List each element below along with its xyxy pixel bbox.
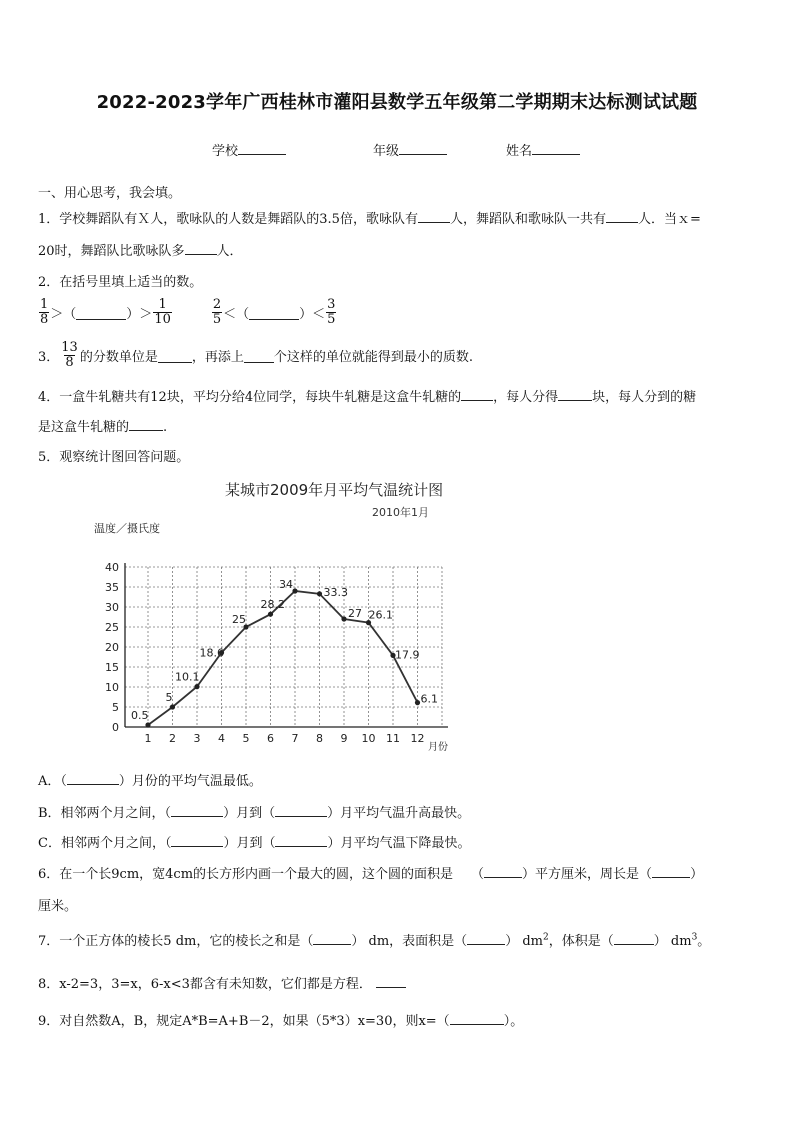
answer-blank[interactable] [467,931,505,945]
x-tick-label: 5 [242,732,250,745]
question-1-line-2: 20时，舞蹈队比歌咏队多 人． [38,240,243,259]
data-point [415,700,420,705]
answer-blank[interactable] [376,974,406,988]
fraction: $\frac{2}{5}$ [212,297,222,327]
chart-title: 某城市2009年月平均气温统计图 [225,481,444,499]
data-label: 28.2 [260,598,285,612]
question-4-line-1: 4．一盒牛轧糖共有12块，平均分给4位同学，每块牛轧糖是这盒牛轧糖的 ，每人分得 块，每人分到的糖 [38,386,696,405]
x-tick-label: 12 [410,732,425,745]
x-tick-label: 8 [316,732,323,745]
y-tick-label: 15 [105,661,119,674]
data-label: 26.1 [368,608,393,622]
x-tick-label: 7 [291,732,299,745]
x-tick-label: 3 [193,732,201,745]
grade-label: 年级 [373,144,400,159]
temperature-line-chart [80,470,470,760]
fraction: $\frac{1}{8}$ [40,297,49,327]
answer-blank[interactable] [450,1011,504,1025]
x-tick-label: 6 [267,732,274,745]
x-axis-label: 月份 [428,742,448,753]
x-tick-label: 1 [144,732,152,745]
answer-blank[interactable] [185,241,217,255]
question-8: 8．x-2=3，3=x，6-x<3都含有未知数，它们都是方程． [38,973,406,992]
data-label: 6.1 [420,692,438,706]
question-2-fractions: $\frac{1}{8}$ ＞（ ）＞ $\frac{1}{10}$ $\frac{2}{5}$ ＜（ ）＜ $\frac{3}{5}$ [40,297,336,327]
data-point [145,722,150,727]
question-1-line-1: 1．学校舞蹈队有Ｘ人，歌咏队的人数是舞蹈队的3.5倍，歌咏队有 人，舞蹈队和歌咏队一共有 人．当ｘ= [38,208,701,227]
answer-blank[interactable] [652,864,690,878]
y-tick-label: 30 [105,601,119,614]
answer-blank[interactable] [275,803,327,817]
fraction: $\frac{3}{5}$ [327,297,336,327]
page-title: 2022-2023学年广西桂林市灌阳县数学五年级第二学期期末达标测试试题 [96,92,698,113]
data-point [317,591,322,596]
section-heading: 一、用心思考，我会填。 [38,186,182,201]
data-label: 0.5 [131,709,149,722]
y-tick-label: 40 [105,561,119,574]
y-tick-label: 10 [105,681,119,694]
chart-grid [125,567,442,727]
school-field [212,140,286,159]
x-tick-label: 11 [386,732,400,745]
y-tick-labels [105,561,119,734]
y-tick-label: 5 [112,701,119,714]
x-tick-label: 4 [218,732,225,745]
x-tick-label: 2 [169,732,176,745]
grade-field [373,140,447,159]
answer-blank[interactable] [171,803,223,817]
data-point [194,684,199,689]
grade-blank[interactable] [399,141,447,155]
question-3: 3． $\frac{13}{8}$ 的分数单位是 ，再添上 个这样的单位就能得到最小的质数. [38,340,473,370]
answer-blank[interactable] [275,833,327,847]
y-tick-label: 25 [105,621,119,634]
data-label: 10.1 [175,670,200,684]
name-label: 姓名 [506,144,533,159]
answer-blank[interactable] [606,209,638,223]
fraction: $\frac{13}{8}$ [61,340,78,370]
data-point [292,588,297,593]
y-tick-label: 0 [112,721,119,734]
name-blank[interactable] [532,141,580,155]
data-label: 5 [165,691,173,704]
answer-blank[interactable] [313,931,351,945]
question-9: 9．对自然数A，B，规定A*B=A+B－2，如果（5*3）x=30，则x=（ ）。 [38,1010,523,1029]
x-tick-labels [145,732,425,745]
data-label: 17.9 [395,648,420,662]
data-point [170,704,175,709]
data-labels [131,578,438,722]
fraction: $\frac{1}{10}$ [154,297,171,327]
x-tick-label: 9 [340,732,348,745]
question-2: 2．在括号里填上适当的数。 [38,275,203,290]
answer-blank[interactable] [558,387,592,401]
data-label: 18.6 [199,646,224,660]
data-label: 27 [348,607,362,620]
answer-blank[interactable] [614,931,654,945]
data-label: 33.3 [323,585,348,599]
data-point [341,616,346,621]
question-5-b: B．相邻两个月之间，（ ）月到（ ）月平均气温升高最快。 [38,802,470,821]
answer-blank[interactable] [484,864,522,878]
y-tick-label: 35 [105,581,119,594]
school-label: 学校 [212,144,239,159]
answer-blank[interactable] [158,349,192,363]
chart-subtitle: 2010年1月 [372,506,429,519]
question-6-line-1: 6．在一个长9cm，宽4cm的长方形内画一个最大的圆，这个圆的面积是 （ ）平方厘米，周长是（ ） [38,863,703,882]
answer-blank[interactable] [244,349,274,363]
question-6-line-2: 厘米。 [38,899,78,914]
answer-blank[interactable] [418,209,450,223]
question-5: 5．观察统计图回答问题。 [38,450,190,465]
answer-blank[interactable] [76,306,126,320]
question-5-c: C．相邻两个月之间，（ ）月到（ ）月平均气温下降最快。 [38,832,470,851]
school-blank[interactable] [238,141,286,155]
x-tick-label: 10 [361,732,376,745]
answer-blank[interactable] [249,306,299,320]
y-axis-label: 温度／摄氏度 [94,522,160,535]
data-label: 34 [279,578,293,591]
data-label: 25 [232,613,246,626]
question-5-a: A．（ ）月份的平均气温最低。 [38,770,262,789]
answer-blank[interactable] [67,771,119,785]
answer-blank[interactable] [129,417,163,431]
answer-blank[interactable] [461,387,493,401]
answer-blank[interactable] [171,833,223,847]
y-tick-label: 20 [105,641,119,654]
question-7: 7．一个正方体的棱长5 dm，它的棱长之和是（ ） dm，表面积是（ ） $dm^2$，体积是（ ） $dm^3$。 [38,932,711,949]
name-field [506,140,580,159]
data-point [268,612,273,617]
question-4-line-2: 是这盒牛轧糖的 . [38,416,167,435]
